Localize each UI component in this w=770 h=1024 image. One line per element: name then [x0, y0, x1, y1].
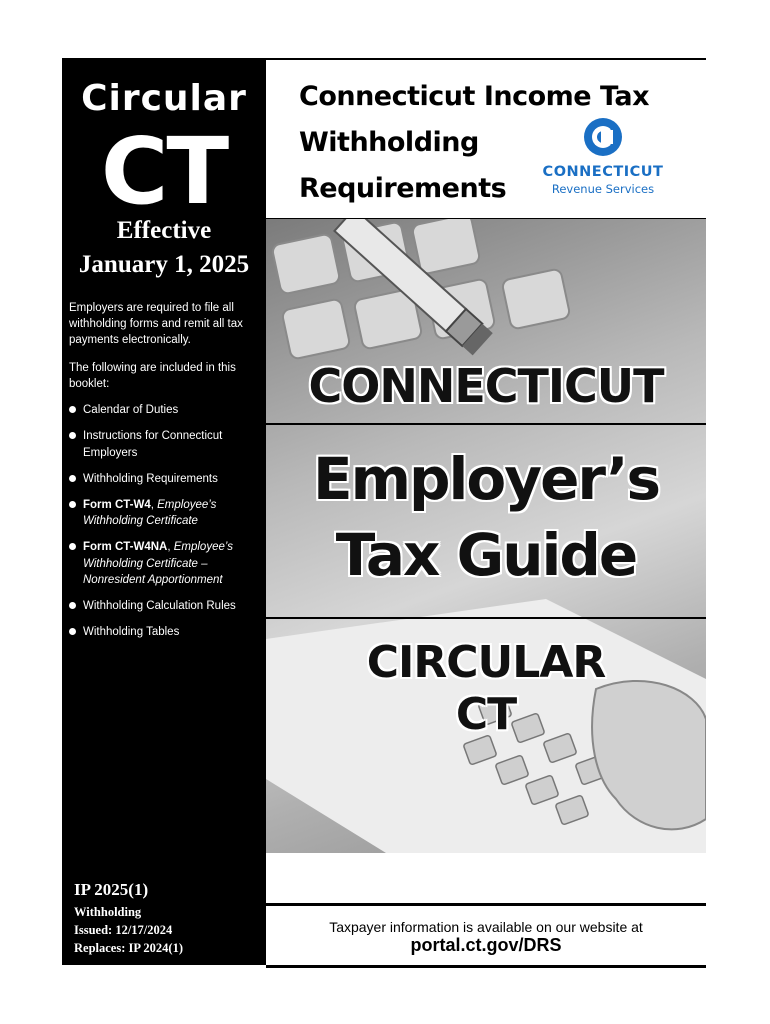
ct-large-title: CT	[100, 118, 228, 225]
bullet-icon	[69, 475, 76, 482]
booklet-item-form: Form CT-W4	[83, 498, 151, 511]
connecticut-drs-logo-icon	[584, 118, 622, 156]
circular-word: Circular	[81, 78, 247, 119]
website-url[interactable]: portal.ct.gov/DRS	[410, 935, 562, 955]
logo-name: CONNECTICUT	[542, 164, 664, 180]
cover-photo	[266, 219, 706, 853]
intro-text: Employers are required to file all withholding forms and remit all tax payments electronically.	[69, 302, 243, 346]
effective-label: Effective	[116, 217, 212, 244]
publication-number: IP 2025(1)	[74, 880, 149, 899]
left-sidebar	[62, 58, 266, 965]
bullet-icon	[69, 432, 76, 439]
cover-tax-guide: Tax Guide	[335, 521, 637, 589]
booklet-item	[69, 471, 263, 488]
booklet-item	[69, 402, 263, 419]
bullet-icon	[69, 406, 76, 413]
booklet-item-label: Withholding Calculation Rules	[83, 600, 236, 612]
booklet-item-form: Form CT-W4NA	[83, 541, 168, 553]
booklet-item-description: Employee’s Withholding Certificate – Nonresident Apportionment	[83, 541, 233, 586]
header-title-line3: Requirements	[299, 173, 507, 204]
cover-employers-tax-guide	[266, 441, 706, 593]
cover-circular-ct	[266, 637, 706, 741]
header-title-line1: Connecticut Income Tax	[299, 81, 650, 112]
cover-connecticut: CONNECTICUT	[308, 359, 664, 413]
bullet-icon	[69, 501, 76, 508]
header-title-line2: Withholding	[299, 127, 479, 158]
drs-logo	[528, 114, 678, 204]
booklet-item	[69, 428, 263, 461]
footer-panel	[266, 853, 706, 968]
booklet-item-label: ,	[150, 498, 158, 511]
bullet-icon	[69, 628, 76, 635]
cover-circular: CIRCULAR	[366, 637, 606, 688]
photo-divider-bottom	[266, 617, 706, 619]
booklet-contents-list	[69, 402, 263, 650]
bullet-icon	[69, 543, 76, 550]
bullet-icon	[69, 602, 76, 609]
booklet-item	[69, 497, 263, 530]
logo-subtitle: Revenue Services	[551, 182, 655, 196]
booklet-item-label: Calendar of Duties	[83, 404, 179, 416]
cover-ct: CT	[455, 689, 517, 740]
booklet-item-label: ,	[167, 541, 174, 553]
header-panel	[266, 58, 706, 221]
issued-date: Issued: 12/17/2024	[74, 923, 173, 937]
booklet-item-description: Employee’s Withholding Certificate	[83, 498, 217, 527]
booklet-item	[69, 598, 263, 615]
booklet-item	[69, 624, 263, 641]
booklet-item-label: Withholding Requirements	[83, 472, 218, 485]
publication-meta	[74, 903, 183, 957]
footer-rule	[266, 903, 706, 906]
effective-date: January 1, 2025	[78, 251, 250, 278]
booklet-item-label: Instructions for Connecticut Employers	[83, 430, 223, 459]
booklet-intro: The following are included in this booklet:	[69, 362, 236, 390]
replaces-info: Replaces: IP 2024(1)	[74, 941, 184, 955]
publication-category: Withholding	[74, 905, 142, 919]
cover-employers: Employer’s	[312, 445, 660, 513]
booklet-item	[69, 539, 263, 589]
booklet-item-label: Withholding Tables	[83, 626, 180, 638]
photo-divider-top	[266, 423, 706, 425]
website-text: Taxpayer information is available on our website at	[329, 919, 643, 935]
